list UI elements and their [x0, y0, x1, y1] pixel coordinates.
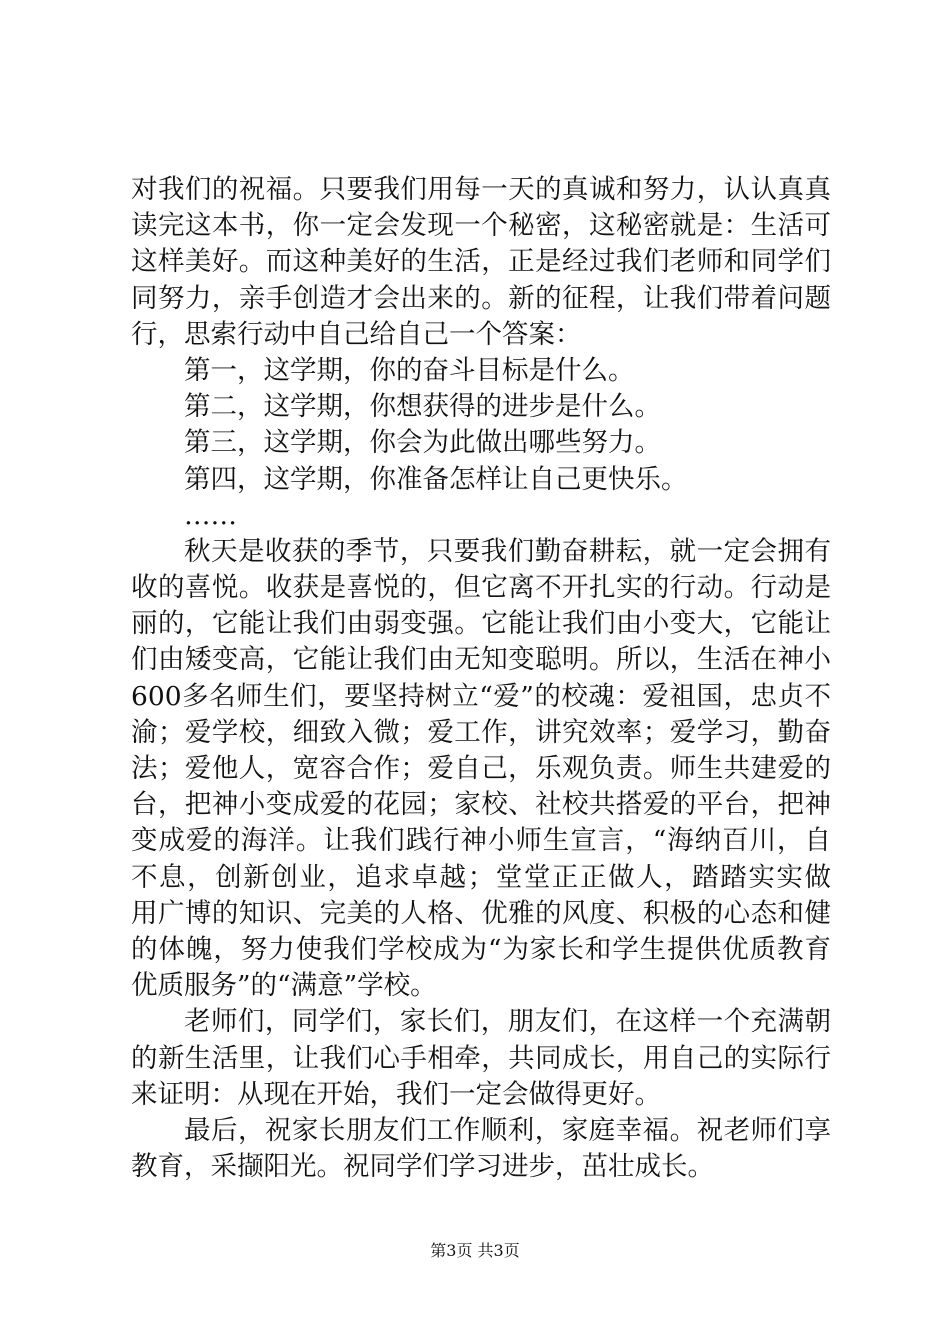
body-line: 的新生活里，让我们心手相牵，共同成长，用自己的实际行	[131, 1042, 831, 1074]
body-line: 600多名师生们，要坚持树立“爱”的校魂：爱祖国，忠贞不	[131, 680, 831, 712]
paragraph-start-line: 最后，祝家长朋友们工作顺利，家庭幸福。祝老师们享	[184, 1114, 831, 1146]
body-line: 台，把神小变成爱的花园；家校、社校共搭爱的平台，把神	[131, 789, 831, 821]
body-line: 们由矮变高，它能让我们由无知变聪明。所以，生活在神小	[131, 644, 831, 676]
body-line: 读完这本书，你一定会发现一个秘密，这秘密就是：生活可	[131, 210, 831, 242]
body-line: 来证明：从现在开始，我们一定会做得更好。	[131, 1078, 661, 1110]
body-line: 的体魄，努力使我们学校成为“为家长和学生提供优质教育	[131, 933, 831, 965]
body-line: 优质服务”的“满意”学校。	[131, 970, 437, 1002]
body-line: 渝；爱学校，细致入微；爱工作，讲究效率；爱学习，勤奋	[131, 716, 831, 748]
body-line: 用广博的知识、完美的人格、优雅的风度、积极的心态和健	[131, 897, 831, 929]
page-number-label: 第3页 共3页	[430, 1241, 520, 1260]
body-line: 收的喜悦。收获是喜悦的，但它离不开扎实的行动。行动是	[131, 572, 831, 604]
document-body	[131, 172, 831, 1185]
body-line: 行，思索行动中自己给自己一个答案：	[131, 318, 582, 350]
body-line: 变成爱的海洋。让我们践行神小师生宣言，“海纳百川，自	[131, 825, 831, 857]
paragraph-start-line: 秋天是收获的季节，只要我们勤奋耕耘，就一定会拥有	[184, 535, 831, 567]
paragraph-start-line: 老师们，同学们，家长们，朋友们，在这样一个充满朝	[184, 1006, 831, 1038]
body-line: 不息，创新创业，追求卓越；堂堂正正做人，踏踏实实做	[131, 861, 831, 893]
page-footer	[0, 1241, 950, 1261]
body-line: 教育，采撷阳光。祝同学们学习进步，茁壮成长。	[131, 1151, 714, 1183]
body-line: 同努力，亲手创造才会出来的。新的征程，让我们带着问题	[131, 282, 831, 314]
body-line: 法；爱他人，宽容合作；爱自己，乐观负责。师生共建爱的	[131, 753, 831, 784]
question-item: 第一，这学期，你的奋斗目标是什么。	[184, 354, 635, 386]
question-item: 第三，这学期，你会为此做出哪些努力。	[184, 427, 661, 459]
body-line: 对我们的祝福。只要我们用每一天的真诚和努力，认认真真	[131, 174, 831, 205]
question-item: 第四，这学期，你准备怎样让自己更快乐。	[184, 463, 688, 495]
question-item: 第二，这学期，你想获得的进步是什么。	[184, 391, 661, 423]
body-line: 丽的，它能让我们由弱变强。它能让我们由小变大，它能让	[131, 608, 831, 640]
ellipsis-line: ……	[184, 499, 237, 531]
body-line: 这样美好。而这种美好的生活，正是经过我们老师和同学们	[131, 246, 831, 278]
